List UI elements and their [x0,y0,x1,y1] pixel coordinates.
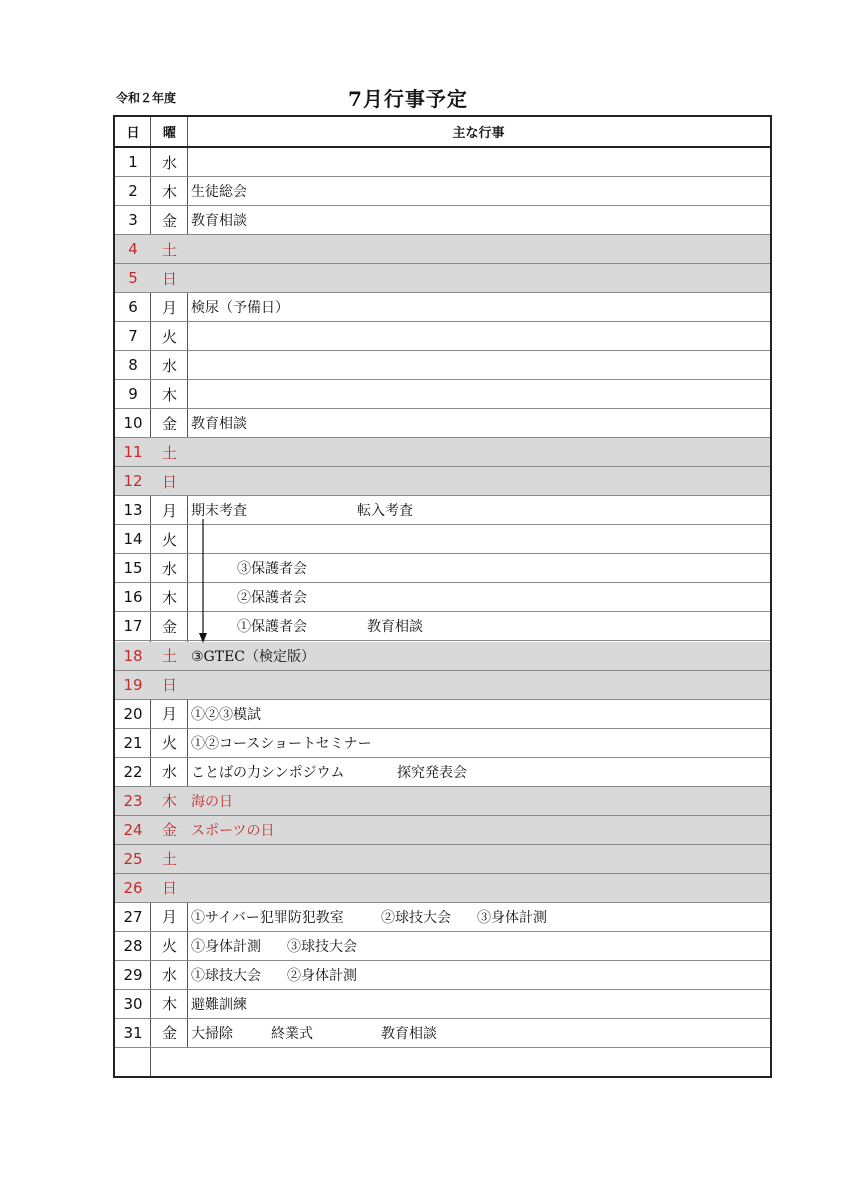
event-text-secondary: ②身体計測 [287,967,357,984]
day-number: 7 [128,327,138,346]
event-text: ③保護者会 [237,561,307,578]
page-title: 7月行事予定 [348,87,468,111]
event-cell [191,758,766,786]
table-row [115,322,770,351]
table-row [115,467,770,496]
day-number: 12 [123,472,143,491]
event-cell [191,206,766,234]
table-row [115,177,770,206]
table-row [115,1019,770,1048]
event-text: 期末考査 [191,503,247,520]
event-cell [191,845,766,873]
day-number: 18 [123,646,143,665]
event-text: ことばの力シンポジウム [191,764,345,781]
day-number: 10 [123,414,143,433]
day-number: 15 [123,559,143,578]
day-number: 16 [123,588,143,607]
event-cell [191,961,766,989]
event-cell [191,467,766,495]
weekday: 木 [161,792,177,811]
table-row [115,380,770,409]
event-text: 大掃除 [191,1025,233,1042]
weekday: 土 [161,647,177,665]
event-cell [191,177,766,205]
weekday: 日 [161,269,177,288]
weekday: 水 [161,763,177,782]
event-text: 教育相談 [191,416,247,433]
weekday: 木 [161,995,177,1014]
table-row [115,264,770,293]
event-text: ①球技大会 [191,967,261,984]
table-row [115,874,770,903]
day-number: 23 [123,791,143,810]
event-cell [191,903,766,931]
weekday: 火 [161,327,177,346]
event-cell [191,700,766,728]
event-cell [191,990,766,1018]
event-calendar-table [113,115,772,1078]
weekday: 木 [161,588,177,607]
event-cell [191,496,766,524]
table-row [115,700,770,729]
event-text: 検尿（予備日） [191,300,289,317]
weekday: 水 [161,966,177,985]
header-events: 主な行事 [452,126,505,141]
table-row [115,612,770,641]
day-number: 2 [128,182,138,201]
table-row [115,845,770,874]
weekday: 金 [161,1024,177,1043]
weekday: 月 [161,298,177,317]
event-text: 生徒総会 [191,184,247,201]
table-row [115,961,770,990]
day-number: 3 [128,211,138,230]
event-cell [191,583,766,611]
fiscal-year-label: 令和２年度 [116,91,177,105]
weekday: 土 [161,240,177,259]
day-number: 25 [123,849,143,868]
day-number: 17 [123,617,143,636]
header-day: 日 [126,126,140,141]
day-number: 14 [123,530,143,549]
weekday: 水 [161,153,177,172]
table-row [115,554,770,583]
event-text: ①保護者会 [237,619,307,636]
event-cell [191,351,766,379]
weekday: 月 [161,908,177,927]
table-row [115,351,770,380]
event-text: ①②コースショートセミナー [191,735,372,752]
event-cell [191,642,766,670]
event-cell [191,671,766,699]
weekday: 金 [161,211,177,230]
event-cell [191,612,766,640]
table-row [115,758,770,787]
weekday: 月 [161,501,177,520]
table-row [115,642,770,671]
weekday: 火 [161,734,177,753]
event-cell [191,438,766,466]
event-text: ①身体計測 [191,938,261,955]
event-text-secondary: 教育相談 [367,619,423,636]
event-cell [191,932,766,960]
table-row [115,438,770,467]
weekday: 日 [161,472,177,491]
event-cell [191,554,766,582]
table-row [115,148,770,177]
event-text: 海の日 [191,793,233,810]
table-row [115,293,770,322]
day-number: 26 [123,878,143,897]
table-row [115,671,770,700]
event-text-secondary: 探究発表会 [397,764,467,781]
day-number: 9 [128,385,138,404]
table-row [115,903,770,932]
weekday: 金 [161,821,177,840]
event-cell [191,874,766,902]
event-cell [191,148,766,176]
weekday: 水 [161,356,177,375]
day-number: 6 [128,298,138,317]
table-row [115,496,770,525]
weekday: 木 [161,182,177,201]
event-cell [191,409,766,437]
event-cell [191,322,766,350]
table-row [115,583,770,612]
table-row [115,787,770,816]
event-cell [191,293,766,321]
table-row [115,206,770,235]
day-number: 19 [123,675,143,694]
day-number: 8 [128,356,138,375]
table-row [115,990,770,1019]
event-text-secondary: 終業式 [271,1025,313,1042]
day-number: 13 [123,501,143,520]
event-text-secondary: 転入考査 [357,503,413,520]
event-text: 避難訓練 [191,996,247,1013]
table-header-row [115,117,770,148]
weekday: 土 [161,443,177,462]
table-row [115,816,770,845]
weekday: 金 [161,414,177,433]
event-text-tertiary: ③身体計測 [477,909,547,926]
table-row [115,525,770,554]
day-number: 28 [123,936,143,955]
event-text: ③GTEC（検定版） [191,648,316,665]
event-cell [191,1019,766,1047]
weekday: 火 [161,937,177,956]
event-text: ①②③模試 [191,706,261,723]
day-number: 27 [123,907,143,926]
exam-period-arrow [198,519,208,645]
weekday: 日 [161,879,177,898]
event-cell [191,525,766,553]
day-number: 4 [128,240,138,259]
event-cell [191,787,766,815]
weekday: 金 [161,617,177,636]
table-row [115,932,770,961]
day-number: 1 [128,153,138,171]
day-number: 5 [128,269,138,288]
event-cell [191,816,766,844]
day-number: 24 [123,820,143,839]
table-row [115,235,770,264]
day-number: 31 [123,1023,143,1042]
weekday: 月 [161,705,177,724]
event-cell [191,729,766,757]
event-text: スポーツの日 [191,822,275,839]
day-number: 20 [123,704,143,723]
weekday: 木 [161,385,177,404]
day-number: 21 [123,733,143,752]
table-row [115,729,770,758]
header-weekday: 曜 [162,126,176,141]
day-number: 29 [123,965,143,984]
weekday: 水 [161,559,177,578]
weekday: 土 [161,850,177,869]
weekday: 日 [161,676,177,695]
event-cell [191,264,766,292]
event-text: ①サイバー犯罪防犯教室 [191,909,344,926]
day-number: 30 [123,994,143,1013]
event-text: 教育相談 [191,213,247,230]
table-row [115,409,770,438]
event-text-secondary: ③球技大会 [287,938,357,955]
event-text-secondary: ②球技大会 [381,909,451,926]
event-text: ②保護者会 [237,590,307,607]
day-number: 11 [123,443,143,462]
event-text-tertiary: 教育相談 [381,1025,437,1042]
event-cell [191,380,766,408]
day-number: 22 [123,762,143,781]
event-cell [191,235,766,263]
weekday: 火 [161,530,177,549]
